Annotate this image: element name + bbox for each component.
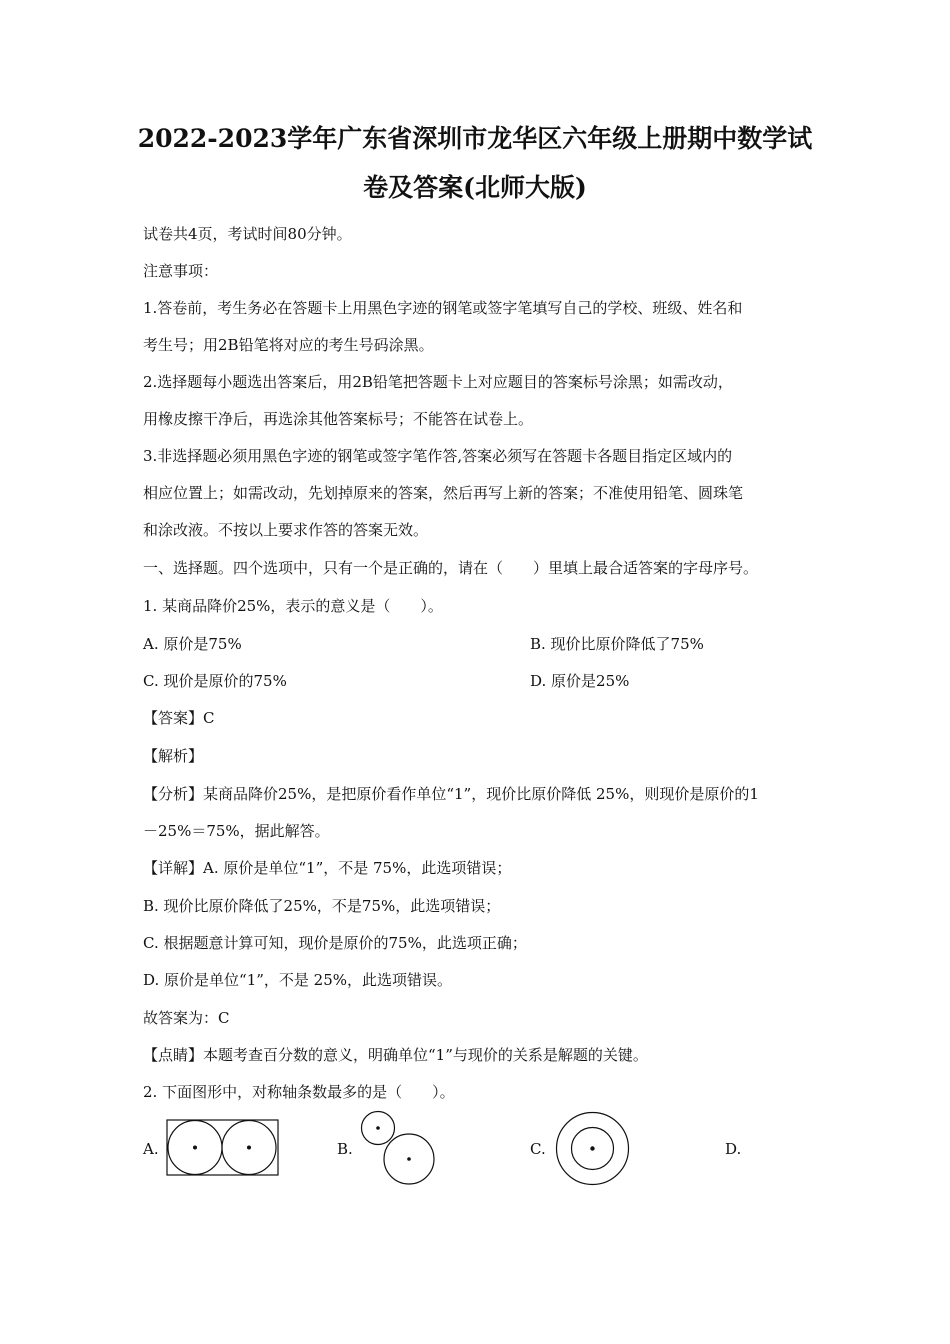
- question-2-stem: 2. 下面图形中，对称轴条数最多的是（ ）。: [143, 1083, 455, 1101]
- figure-rectangle-two-circles: [166, 1119, 280, 1177]
- question-1-analysis: 【分析】某商品降价25%，是把原价看作单位“1”，现价比原价降低 25%，则现价是原价的1: [143, 785, 759, 803]
- figure-c-center: [590, 1146, 594, 1150]
- question-1-option-c: C. 现价是原价的75%: [143, 672, 287, 690]
- notice-heading: 注意事项：: [143, 262, 219, 280]
- figure-a-right-center: [247, 1146, 251, 1150]
- notice-item-3-cont-1: 相应位置上；如需改动，先划掉原来的答案，然后再写上新的答案；不准使用铅笔、圆珠笔: [143, 484, 744, 502]
- question-1-analysis-cont: －25%＝75%，据此解答。: [143, 822, 330, 840]
- question-1-stem: 1. 某商品降价25%，表示的意义是（ ）。: [143, 597, 443, 615]
- question-1-detail-b: B. 现价比原价降低了25%，不是75%，此选项错误；: [143, 897, 501, 915]
- question-2-label-c: C.: [530, 1140, 546, 1158]
- figure-a-left-center: [193, 1146, 197, 1150]
- figure-concentric-circles: [555, 1111, 631, 1187]
- notice-item-1: 1.答卷前，考生务必在答题卡上用黑色字迹的钢笔或签字笔填写自己的学校、班级、姓名和: [143, 299, 743, 317]
- figure-b-small-center: [376, 1126, 380, 1130]
- question-2-label-a: A.: [143, 1140, 159, 1158]
- exam-intro: 试卷共4页，考试时间80分钟。: [143, 225, 352, 243]
- notice-item-3: 3.非选择题必须用黑色字迹的钢笔或签字笔作答,答案必须写在答题卡各题目指定区域内的: [143, 447, 733, 465]
- question-1-option-b: B. 现价比原价降低了75%: [530, 635, 704, 653]
- question-2-label-b: B.: [337, 1140, 353, 1158]
- question-1-detail-c: C. 根据题意计算可知，现价是原价的75%，此选项正确；: [143, 934, 527, 952]
- section-heading-choice: 一、选择题。四个选项中，只有一个是正确的，请在（ ）里填上最合适答案的字母序号。: [143, 559, 759, 577]
- doc-title-line-1: 2022-2023学年广东省深圳市龙华区六年级上册期中数学试: [137, 124, 813, 153]
- question-1-option-a: A. 原价是75%: [143, 635, 242, 653]
- question-1-detail-d: D. 原价是单位“1”，不是 25%，此选项错误。: [143, 971, 453, 989]
- notice-item-2-cont: 用橡皮擦干净后，再选涂其他答案标号；不能答在试卷上。: [143, 410, 534, 428]
- question-1-conclusion: 故答案为：C: [143, 1009, 230, 1027]
- notice-item-3-cont-2: 和涂改液。不按以上要求作答的答案无效。: [143, 521, 429, 539]
- figure-b-large-center: [407, 1157, 411, 1161]
- notice-item-1-cont: 考生号；用2B铅笔将对应的考生号码涂黑。: [143, 336, 434, 354]
- notice-item-2: 2.选择题每小题选出答案后，用2B铅笔把答题卡上对应题目的答案标号涂黑；如需改动，: [143, 373, 733, 391]
- doc-title-line-2: 卷及答案(北师大版): [363, 173, 587, 202]
- figure-two-separate-circles: [360, 1108, 438, 1188]
- question-1-answer: 【答案】C: [143, 709, 215, 727]
- question-1-comment: 【点睛】本题考查百分数的意义，明确单位“1”与现价的关系是解题的关键。: [143, 1046, 648, 1064]
- question-1-option-d: D. 原价是25%: [530, 672, 630, 690]
- question-1-detail-a: 【详解】A. 原价是单位“1”，不是 75%，此选项错误；: [143, 859, 512, 877]
- question-2-label-d: D.: [725, 1140, 742, 1158]
- question-1-analysis-heading: 【解析】: [143, 747, 204, 765]
